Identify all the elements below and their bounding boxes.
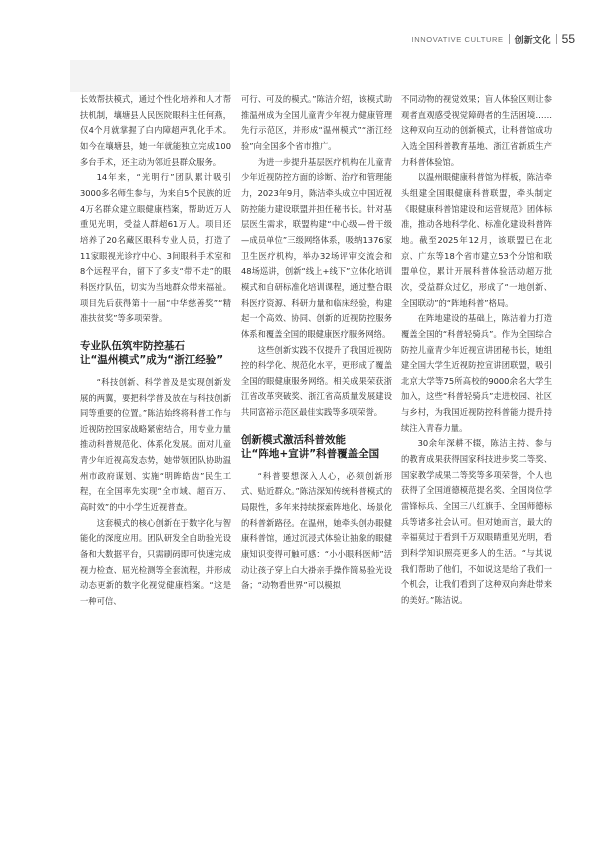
text-column-3 (401, 92, 552, 609)
paragraph: 可行、可及的模式。”陈洁介绍，该模式助推温州成为全国儿童青少年视力健康管理先行示范区，并形成“温州模式”“浙江经验”向全国多个省市推广。 (241, 94, 392, 151)
paragraph: 这套模式的核心创新在于数字化与智能化的深度应用。团队研发全自助验光设备和大数据平台，只需刷码即可快速完成视力检查、屈光检测等全套流程，并形成动态更新的数字化视觉健康档案。“这是一种可信、 (80, 517, 231, 607)
paragraph: 长效帮扶模式，通过个性化培养和人才帮扶机制，壤塘县人民医院眼科主任何燕，仅4个月就掌握了白内障超声乳化手术。如今在壤塘县，她一年就能独立完成100多台手术，还主动为邻近县群众服务。 (80, 94, 231, 167)
text-column-2 (241, 92, 392, 594)
paragraph: 在阵地建设的基础上，陈洁着力打造覆盖全国的“科普轻骑兵”。作为全国综合防控儿童青少年近视宣讲团秘书长，她组建全国大学生近视防控宣讲团联盟，吸引北京大学等75所高校的9000余名大学生加入，这些“科普轻骑兵”走进校园、社区与乡村，为我国近视防控科普能力提升持续注入青春力量。 (401, 313, 552, 433)
section-heading-line: 创新模式激活科普效能 (241, 433, 346, 446)
paragraph: 14年来，“光明行”团队累计吸引3000多名师生参与，为来自5个民族的近4万名群众建立眼健康档案，帮助近万人重见光明，受益人群超61万人。项目还培养了20名藏区眼科专业人员，打造了11家眼视光诊疗中心、3间眼科手术室和8个远程平台，留下了多支“带不走”的眼科医疗队伍，切实为当地群众带来福祉。项目先后获得第十一届“中华慈善奖”“精准扶贫奖”等多项荣誉。 (80, 172, 231, 324)
paragraph: 不同动物的视觉效果；盲人体验区则让参观者直观感受视觉障碍者的生活困境……这种双向互动的创新模式，让科普馆成功入选全国科普教育基地、浙江省新质生产力科普体验馆。 (401, 94, 552, 167)
paragraph: “科技创新、科学普及是实现创新发展的两翼，要把科学普及放在与科技创新同等重要的位置。”陈洁始终将科普工作与近视防控国家战略紧密结合，用专业力量推动科普规范化、体系化发展。面对儿童青少年近视高发态势，她带领团队协助温州市政府谋划、实施“明眸皓齿”民生工程，在全国率先实现“全市域、超百万、高时效”的中小学生近视普查。 (80, 376, 231, 513)
section-title-en: INNOVATIVE CULTURE (411, 34, 504, 44)
header-divider (509, 34, 510, 44)
section-heading-line: 让“温州模式”成为“浙江经验” (80, 353, 224, 366)
page-number: 55 (561, 32, 575, 46)
section-heading-line: 让“阵地+宣讲”科普覆盖全国 (241, 447, 380, 460)
page-header (412, 32, 575, 46)
section-heading-line: 专业队伍筑牢防控基石 (80, 339, 185, 352)
paragraph: 这些创新实践不仅提升了我国近视防控的科学化、规范化水平，更形成了覆盖全国的眼健康服务网络。相关成果荣获浙江省改革突破奖、浙江省高质量发展建设共同富裕示范区最佳实践等多项荣誉。 (241, 344, 392, 418)
paragraph: “科普要想深入人心，必须创新形式、贴近群众。”陈洁深知传统科普模式的局限性，多年来持续探索阵地化、场景化的科普新路径。在温州，她牵头创办眼健康科普馆，通过沉浸式体验让抽象的眼健康知识变得可触可感：“小小眼科医师”活动让孩子穿上白大褂亲手操作简易验光设备；“动物看世界”可以模拟 (241, 470, 392, 591)
top-image-band (70, 60, 230, 92)
section-heading (80, 339, 231, 367)
paragraph: 30余年深耕不辍，陈洁主持、参与的教育成果获得国家科技进步奖二等奖、国家教学成果二等奖等多项荣誉，个人也获得了全国道德模范提名奖、全国岗位学雷锋标兵、全国三八红旗手、全国师德标兵等诸多社会认可。但对她而言，最大的幸福莫过于看到千万双眼睛重见光明，看到科学知识照亮更多人的生活。“与其说我们帮助了他们，不如说这是给了我们一个机会，让我们看到了这种双向奔赴带来的美好。”陈洁说。 (401, 438, 552, 605)
section-title-cn: 创新文化 (514, 35, 551, 46)
text-column-1 (80, 92, 231, 610)
header-divider-2 (556, 34, 557, 44)
paragraph: 为进一步提升基层医疗机构在儿童青少年近视防控方面的诊断、治疗和管理能力，2023年9月，陈洁牵头成立中国近视防控能力建设联盟并担任秘书长。针对基层医生需求，联盟构建“中心级—骨干级—成员单位”三级网络体系，吸纳1376家卫生医疗机构，举办32场评审交流会和48场巡讲，创新“线上+线下”立体化培训模式和自研标准化培训课程，通过整合眼科医疗资源、科研力量和临床经验，构建起一个高效、协同、创新的近视防控服务体系和覆盖全国的眼健康医疗服务网络。 (241, 156, 392, 339)
paragraph: 以温州眼健康科普馆为样板，陈洁牵头组建全国眼健康科普联盟，牵头制定《眼健康科普馆建设和运营规范》团体标准，推动各地科学化、标准化建设科普阵地。截至2025年12月，该联盟已在北京、广东等18个省市建立53个分馆和联盟单位，累计开展科普体验活动超万批次，受益群众过亿，形成了“一地创新、全国联动”的“阵地科普”格局。 (401, 172, 552, 308)
section-heading (241, 433, 392, 461)
